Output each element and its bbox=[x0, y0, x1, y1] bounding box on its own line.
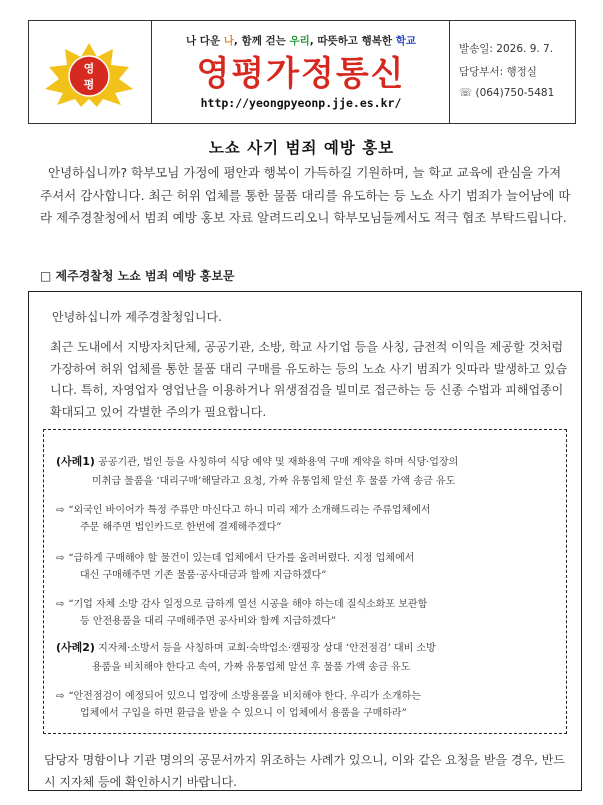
header-divider-left bbox=[151, 21, 152, 123]
emblem-letter-1: 영 bbox=[83, 62, 95, 75]
notice-closing: 담당자 명함이나 기관 명의의 공문서까지 위조하는 사례가 있으니, 이와 같은 요청을 받을 경우, 반드시 지자체 등에 확인하시기 바랍니다. bbox=[44, 753, 565, 789]
slogan-me: 나 bbox=[223, 35, 234, 47]
case-2: (사례2) 지자체·소방서 등을 사칭하며 교회·숙박업소·캠핑장 상대 ‘안전점검’ 대비 소방 용품을 비치해야 한다고 속여, 가짜 유통업체 알선 후 물품 가액 송금 유도 bbox=[56, 641, 436, 673]
quote-3: ⇨ “기업 자체 소방 감사 일정으로 급하게 열선 시공을 해야 하는데 질식소화포 보관함 등 안전용품을 대리 구매해주면 공사비와 함께 지급하겠다” bbox=[56, 599, 428, 627]
school-emblem-icon bbox=[37, 41, 141, 107]
slogan-school: 학교 bbox=[395, 35, 416, 47]
slogan-we: 우리 bbox=[289, 35, 310, 47]
quote-4: ⇨ “안전점검이 예정되어 있으니 업장에 소방용품을 비치해야 한다. 우리가 소개하는 업체에서 구입을 하면 환급을 받을 수 있으니 이 업체에서 용품을 구매하라” bbox=[56, 691, 421, 719]
issue-date: 발송일: 2026. 9. 7. bbox=[459, 43, 554, 55]
case-examples-box bbox=[43, 429, 567, 734]
phone-number: ☏ (064)750-5481 bbox=[459, 87, 555, 99]
notice-greeting: 안녕하십니까 제주경찰청입니다. bbox=[52, 310, 222, 324]
arrow-icon: ⇨ bbox=[56, 553, 65, 564]
school-slogan: 나 다운 나, 함께 걷는 우리, 따뜻하고 행복한 학교 bbox=[186, 35, 416, 47]
school-url[interactable]: http://yeongpyeonp.jje.es.kr/ bbox=[200, 96, 402, 110]
quote-1: ⇨ “외국인 바이어가 특정 주류만 마신다고 하니 미리 제가 소개해드리는 주류업체에서 주문 해주면 법인카드로 한번에 결제해주겠다” bbox=[56, 505, 431, 533]
case-2-label: (사례2) bbox=[56, 641, 95, 654]
emblem-letter-2: 평 bbox=[83, 78, 95, 91]
intro-paragraph: 안녕하십니까? 학부모님 가정에 평안과 행복이 가득하길 기원하며, 늘 학교 교육에 관심을 가져 주셔서 감사합니다. 최근 허위 업체를 통한 물품 대리를 유도하는 등 노쇼 사기 범죄가 늘어남에 따라 제주경찰청에서 범죄 예방 홍보 자료 알려드리오니 학부모님들께서도 적극 협조 부탁드립니다. bbox=[40, 165, 571, 225]
header-divider-right bbox=[449, 21, 450, 123]
case-1: (사례1) 공공기관, 법인 등을 사칭하여 식당 예약 및 재화용역 구매 계약을 하며 식당·업장의 미취급 물품을 ‘대리구매’해달라고 요청, 가짜 유통업체 알선 후 물품 가액 송금 유도 bbox=[56, 455, 459, 487]
quote-2: ⇨ “급하게 구매해야 할 물건이 있는데 업체에서 단가를 올려버렸다. 지정 업체에서 대신 구매해주면 기존 물품·공사대금과 함께 지급하겠다” bbox=[56, 553, 415, 581]
masthead-title: 영평가정통신 bbox=[196, 54, 406, 94]
newsletter-header bbox=[28, 20, 576, 124]
arrow-icon: ⇨ bbox=[56, 691, 65, 702]
arrow-icon: ⇨ bbox=[56, 599, 65, 610]
case-1-label: (사례1) bbox=[56, 455, 95, 468]
notice-body: 최근 도내에서 지방자치단체, 공공기관, 소방, 학교 사기업 등을 사칭, 금전적 이익을 제공할 것처럼 가장하여 허위 업체를 통한 물품 대리 구매를 유도하는 등의 노쇼 사기 범죄가 잇따라 발생하고 있습니다. 특히, 자영업자 영업난을 이용하거나 위생점검을 빌미로 접근하는 등 신종 수법과 피해업종이 확대되고 있어 각별한 주의가 필요합니다. bbox=[50, 340, 568, 419]
department: 담당부서: 행정실 bbox=[459, 66, 537, 78]
arrow-icon: ⇨ bbox=[56, 505, 65, 516]
document-title: 노쇼 사기 범죄 예방 홍보 bbox=[208, 139, 395, 157]
section-title: □ 제주경찰청 노쇼 범죄 예방 홍보문 bbox=[40, 269, 235, 283]
